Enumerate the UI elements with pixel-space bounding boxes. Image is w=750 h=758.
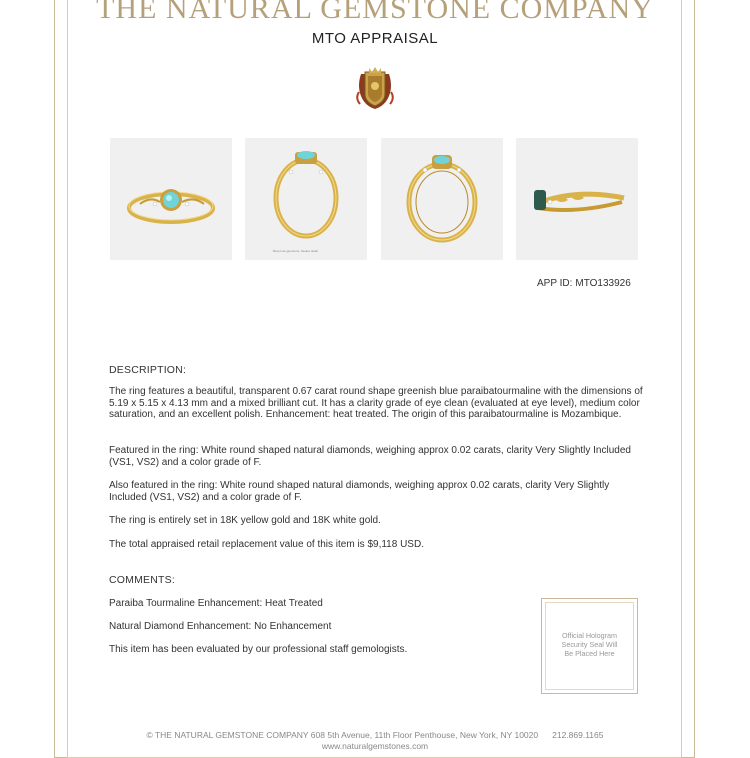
description-paragraph: Featured in the ring: White round shaped natural diamonds, weighing approx 0.02 carats, clarity Very Slightly Included (VS1, VS2) and a color grade of F. — [109, 445, 631, 468]
ring-photo-side-profile — [245, 138, 367, 260]
photo-caption: Bezel set gemstone, basket detail — [273, 249, 318, 253]
description-title: DESCRIPTION: — [109, 364, 187, 376]
description-paragraph: The total appraised retail replacement value of this item is $9,118 USD. — [109, 539, 424, 550]
footer-address: © THE NATURAL GEMSTONE COMPANY 608 5th Avenue, 11th Floor Penthouse, New York, NY 10020 — [146, 730, 539, 740]
hologram-text — [542, 631, 637, 658]
company-name: THE NATURAL GEMSTONE COMPANY — [96, 0, 654, 25]
comments-title: COMMENTS: — [109, 574, 175, 586]
description-paragraph: Also featured in the ring: White round shaped natural diamonds, weighing approx 0.02 carats, clarity Very Slightly Included (VS1, VS2) and a color grade of F. — [109, 480, 610, 503]
document-title: MTO APPRAISAL — [311, 30, 439, 47]
hologram-line: Security Seal Will — [561, 640, 618, 649]
app-id-label: APP ID: — [537, 278, 573, 289]
ring-photo-front — [381, 138, 503, 260]
app-id — [537, 278, 634, 289]
comment-line: This item has been evaluated by our professional staff gemologists. — [109, 644, 408, 655]
hologram-line: Official Hologram — [562, 631, 617, 640]
comment-line: Natural Diamond Enhancement: No Enhancement — [109, 621, 332, 632]
hologram-seal-placeholder — [541, 598, 638, 694]
footer-phone: 212.869.1165 — [552, 730, 604, 740]
footer-website[interactable]: www.naturalgemstones.com — [321, 741, 429, 751]
comment-line: Paraiba Tourmaline Enhancement: Heat Treated — [109, 598, 323, 609]
ring-photo-side — [516, 138, 638, 260]
footer-address-line — [0, 730, 750, 740]
ring-photo-angled — [110, 138, 232, 260]
description-paragraph: The ring is entirely set in 18K yellow gold and 18K white gold. — [109, 515, 381, 526]
app-id-value: MTO133926 — [575, 278, 631, 289]
crest-logo-icon — [355, 66, 395, 110]
hologram-line: Be Placed Here — [564, 649, 615, 658]
description-paragraph: The ring features a beautiful, transparent 0.67 carat round shape greenish blue paraibatourmaline with the dimensions of 5.19 x 5.15 x 4.13 mm and a mixed brilliant cut. It has a clarity grade of eye clean (evaluated at eye level), medium color saturation, and an excellent polish. Enhancement: heat treated. The origin of this paraibatourmaline is Mozambique. — [109, 386, 643, 421]
